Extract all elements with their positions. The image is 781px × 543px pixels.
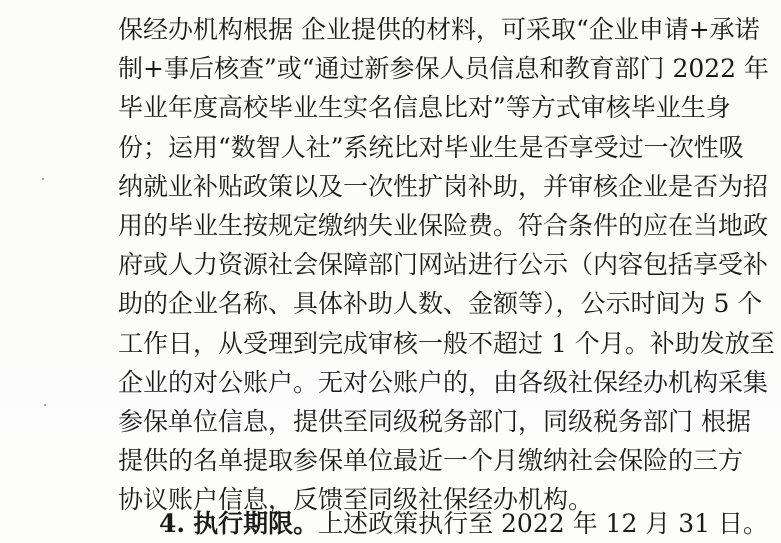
scan-speck [44,404,46,406]
paragraph-line-1: 保经办机构根据 企业提供的材料，可采取“企业申请+承诺 [118,15,760,44]
paragraph-line-5: 纳就业补贴政策以及一次性扩岗补助，并审核企业是否为招 [118,171,769,201]
paragraph-line-4: 份；运用“数智人社”系统比对毕业生是否享受过一次性吸 [118,132,744,162]
paragraph-line-13: 协议账户信息，反馈至同级社保经办机构。 [118,485,594,515]
item-text: 上述政策执行至 2022 年 12 月 31 日。 [318,509,769,538]
paragraph-line-3: 毕业年度高校毕业生实名信息比对”等方式审核毕业生身 [118,93,731,123]
item-4-execution-period [159,504,768,543]
item-number: 4. [159,509,186,538]
paragraph-line-12: 提供的名单提取参保单位最近一个月缴纳社会保险的三方 [118,446,744,476]
paragraph-line-11: 参保单位信息，提供至同级税务部门，同级税务部门 根据 [118,406,751,436]
paragraph-line-10: 企业的对公账户。无对公账户的，由各级社保经办机构采集 [118,367,769,397]
paragraph-line-8: 助的企业名称、具体补助人数、金额等），公示时间为 5 个 [118,289,763,319]
paragraph-line-9: 工作日，从受理到完成审核一般不超过 1 个月。补助发放至 [118,328,775,358]
policy-paragraph [118,10,775,519]
scan-speck [42,178,44,180]
paragraph-line-6: 用的毕业生按规定缴纳失业保险费。符合条件的应在当地政 [118,210,769,240]
item-heading: 执行期限。 [193,509,319,538]
paragraph-line-7: 府或人力资源社会保障部门网站进行公示（内容包括享受补 [118,250,769,280]
paragraph-line-2: 制+事后核查”或“通过新参保人员信息和教育部门 2022 年 [118,54,770,84]
